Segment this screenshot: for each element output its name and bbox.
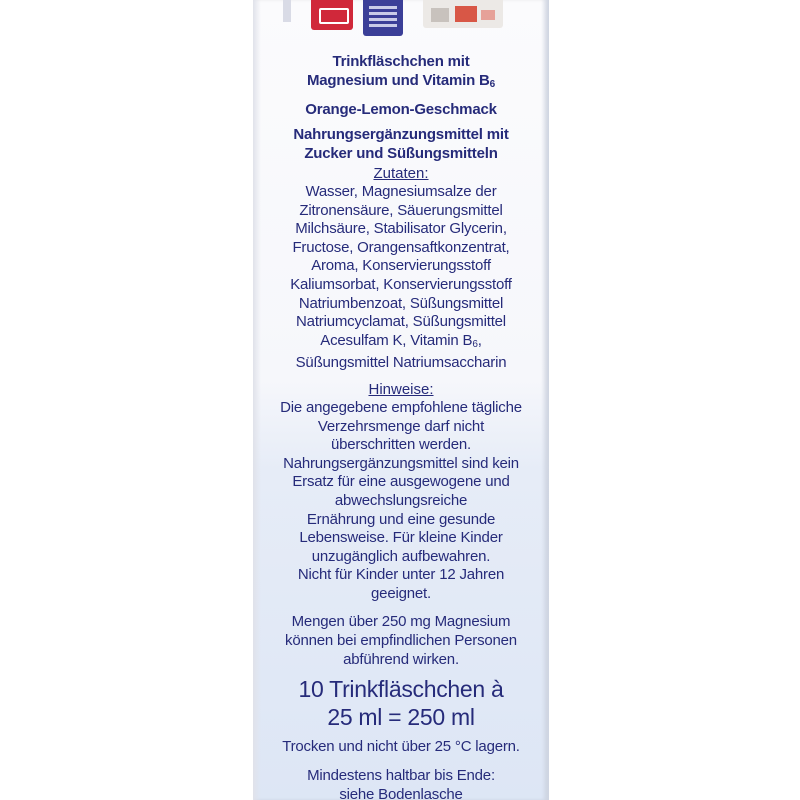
- red-badge-icon: [311, 0, 353, 30]
- box-edge-shadow-left: [253, 0, 261, 800]
- quantity-label: 10 Trinkfläschchen à 25 ml = 250 ml: [298, 676, 504, 731]
- package-side-panel: [253, 0, 549, 800]
- best-before-note: Mindestens haltbar bis Ende: siehe Bodenlasche: [307, 767, 495, 800]
- category-label: Nahrungsergänzungsmittel mit Zucker und Süßungsmitteln: [293, 126, 509, 162]
- blue-badge-icon: [363, 0, 403, 36]
- label-text: [253, 52, 549, 800]
- magnesium-warning: Mengen über 250 mg Magnesium können bei empfindlichen Personen abführend wirken.: [285, 613, 517, 668]
- zutaten-heading: Zutaten:: [373, 165, 429, 182]
- flavor-label: Orange-Lemon-Geschmack: [305, 101, 497, 118]
- storage-instructions: Trocken und nicht über 25 °C lagern.: [282, 738, 520, 756]
- box-edge-shadow-right: [541, 0, 549, 800]
- top-pictogram-strip: [253, 0, 549, 36]
- product-illustration-icon: [423, 0, 503, 28]
- small-logo-icon: [283, 0, 291, 22]
- hinweise-heading: Hinweise:: [368, 380, 434, 398]
- notes-list: Die angegebene empfohlene tägliche Verzehrsmenge darf nicht überschritten werden. Nahrungsergänzungsmittel sind kein Ersatz für eine ausgewogene und abwechslungsreiche Ernährung und eine gesunde Lebensweise. Für kleine Kinder unzugänglich aufbewahren. Nicht für Kinder unter 12 Jahren geeignet.: [280, 398, 522, 602]
- ingredients-list: Wasser, Magnesiumsalze der Zitronensäure, Säuerungsmittel Milchsäure, Stabilisator Glycerin, Fructose, Orangensaftkonzentrat, Aroma, Konservierungsstoff Kaliumsorbat, Konservierungsstoff Natriumbenzoat, Süßungsmittel Natriumcyclamat, Süßungsmittel Acesulfam K, Vitamin $B_6$, Süßungsmittel Natriumsaccharin: [290, 183, 512, 372]
- product-title: Trinkfläschchen mit Magnesium und Vitamin $B_6$: [306, 53, 496, 90]
